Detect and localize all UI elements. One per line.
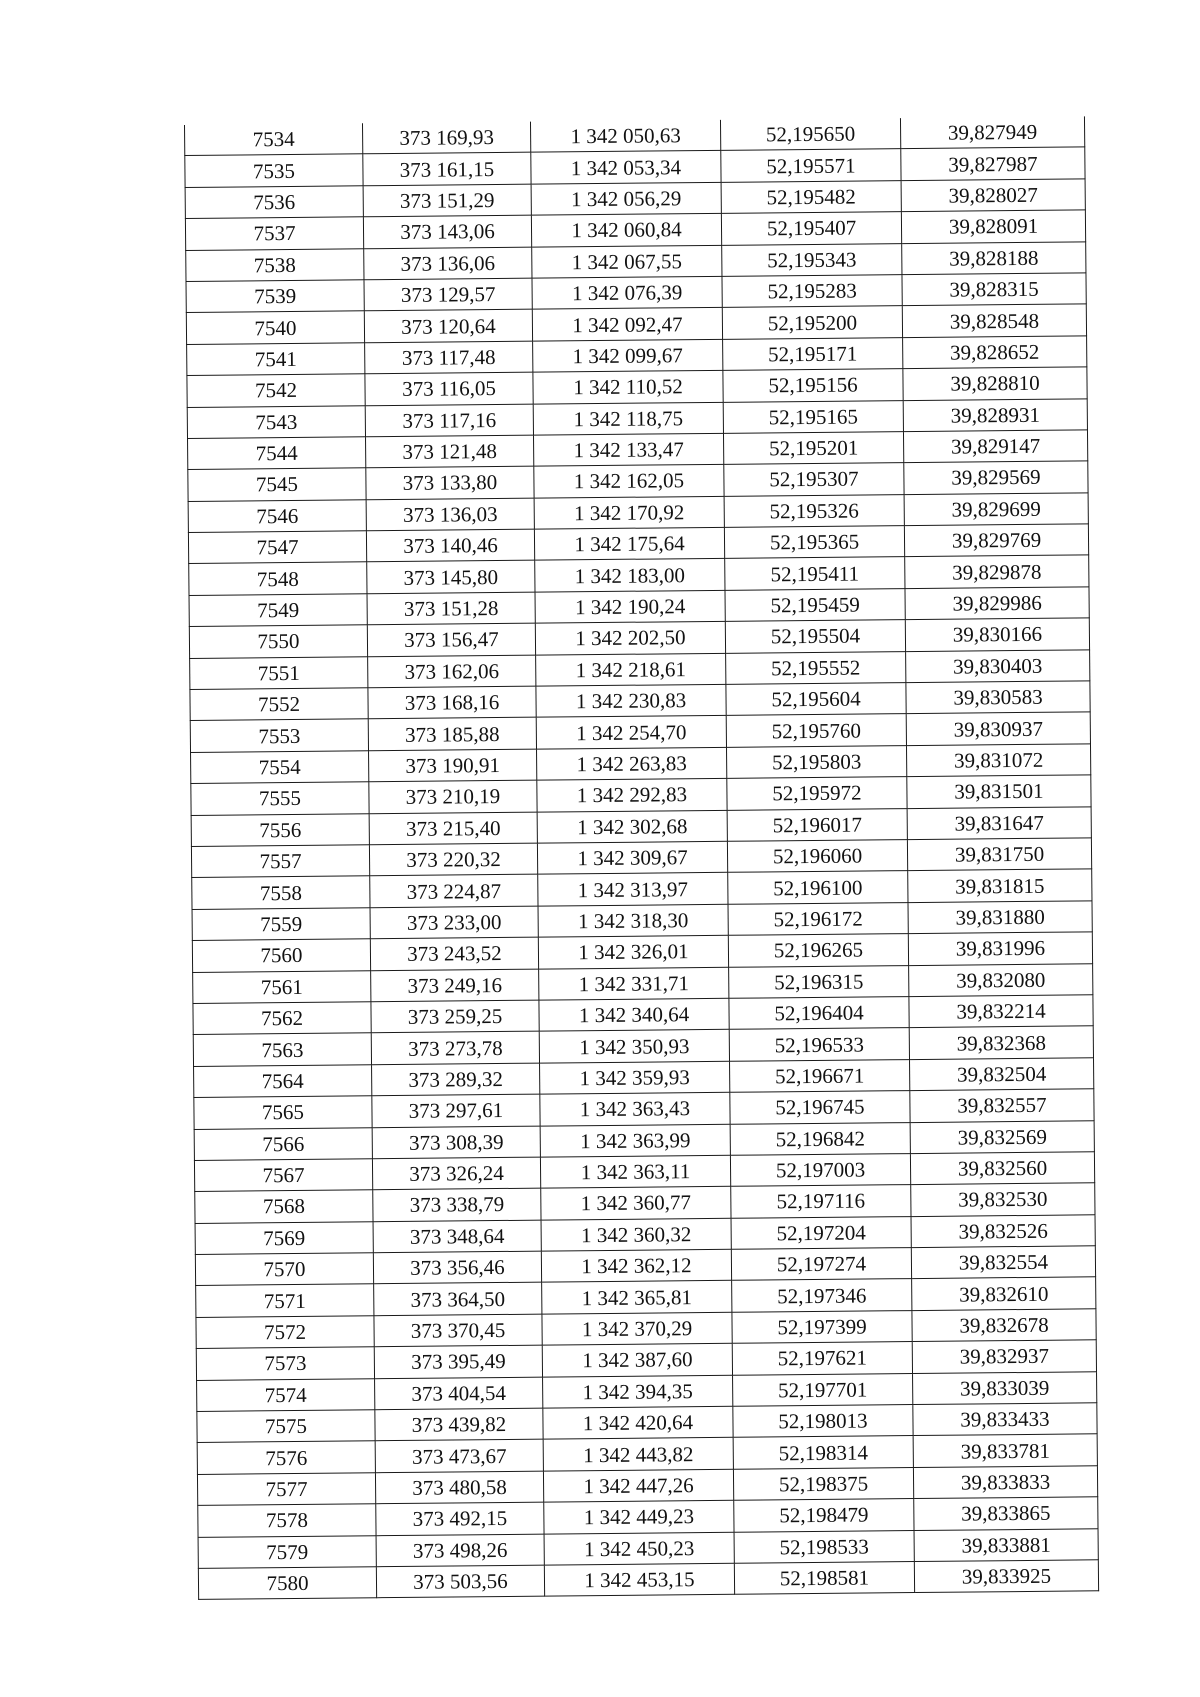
y-coordinate-cell: 1 342 162,05 [534, 465, 724, 498]
x-coordinate-cell: 373 338,79 [373, 1188, 541, 1221]
point-number-cell: 7574 [197, 1378, 375, 1411]
longitude-cell: 39,831996 [908, 932, 1092, 965]
y-coordinate-cell: 1 342 365,81 [542, 1281, 732, 1314]
point-number-cell: 7562 [193, 1002, 371, 1035]
y-coordinate-cell: 1 342 309,67 [537, 841, 727, 874]
longitude-cell: 39,832610 [912, 1277, 1096, 1310]
longitude-cell: 39,831647 [907, 806, 1091, 839]
longitude-cell: 39,832937 [912, 1340, 1096, 1373]
x-coordinate-cell: 373 259,25 [371, 1000, 539, 1033]
x-coordinate-cell: 373 233,00 [370, 906, 538, 939]
x-coordinate-cell: 373 480,58 [375, 1471, 543, 1504]
point-number-cell: 7555 [191, 782, 369, 815]
y-coordinate-cell: 1 342 340,64 [539, 998, 729, 1031]
x-coordinate-cell: 373 364,50 [374, 1283, 542, 1316]
point-number-cell: 7563 [193, 1033, 371, 1066]
point-number-cell: 7539 [186, 280, 364, 313]
y-coordinate-cell: 1 342 387,60 [542, 1344, 732, 1377]
x-coordinate-cell: 373 215,40 [369, 812, 537, 845]
x-coordinate-cell: 373 121,48 [366, 435, 534, 468]
latitude-cell: 52,196100 [728, 871, 908, 904]
y-coordinate-cell: 1 342 370,29 [542, 1312, 732, 1345]
longitude-cell: 39,827987 [901, 147, 1085, 180]
point-number-cell: 7579 [198, 1535, 376, 1568]
x-coordinate-cell: 373 133,80 [366, 466, 534, 499]
longitude-cell: 39,831815 [908, 869, 1092, 902]
longitude-cell: 39,828315 [902, 273, 1086, 306]
latitude-cell: 52,197274 [731, 1248, 911, 1281]
y-coordinate-cell: 1 342 202,50 [535, 622, 725, 655]
latitude-cell: 52,195571 [721, 149, 901, 182]
y-coordinate-cell: 1 342 218,61 [536, 653, 726, 686]
latitude-cell: 52,197399 [732, 1310, 912, 1343]
point-number-cell: 7541 [187, 343, 365, 376]
longitude-cell: 39,828188 [902, 241, 1086, 274]
y-coordinate-cell: 1 342 331,71 [539, 967, 729, 1000]
x-coordinate-cell: 373 348,64 [373, 1220, 541, 1253]
y-coordinate-cell: 1 342 360,77 [541, 1187, 731, 1220]
longitude-cell: 39,830166 [905, 618, 1089, 651]
latitude-cell: 52,195156 [723, 369, 903, 402]
latitude-cell: 52,195343 [722, 243, 902, 276]
x-coordinate-cell: 373 190,91 [369, 749, 537, 782]
y-coordinate-cell: 1 342 060,84 [531, 214, 721, 247]
x-coordinate-cell: 373 136,06 [364, 247, 532, 280]
latitude-cell: 52,195760 [726, 714, 906, 747]
longitude-cell: 39,832678 [912, 1309, 1096, 1342]
y-coordinate-cell: 1 342 447,26 [543, 1469, 733, 1502]
latitude-cell: 52,195407 [721, 212, 901, 245]
x-coordinate-cell: 373 289,32 [372, 1063, 540, 1096]
point-number-cell: 7540 [186, 311, 364, 344]
longitude-cell: 39,832554 [911, 1246, 1095, 1279]
y-coordinate-cell: 1 342 362,12 [541, 1249, 731, 1282]
x-coordinate-cell: 373 249,16 [371, 969, 539, 1002]
x-coordinate-cell: 373 168,16 [368, 686, 536, 719]
longitude-cell: 39,828027 [901, 179, 1085, 212]
longitude-cell: 39,833925 [914, 1560, 1098, 1593]
latitude-cell: 52,198375 [733, 1467, 913, 1500]
latitude-cell: 52,195552 [726, 651, 906, 684]
point-number-cell: 7534 [184, 123, 362, 156]
point-number-cell: 7569 [195, 1221, 373, 1254]
x-coordinate-cell: 373 156,47 [367, 623, 535, 656]
x-coordinate-cell: 373 210,19 [369, 780, 537, 813]
y-coordinate-cell: 1 342 230,83 [536, 684, 726, 717]
longitude-cell: 39,829699 [904, 493, 1088, 526]
longitude-cell: 39,829878 [905, 555, 1089, 588]
longitude-cell: 39,829569 [904, 461, 1088, 494]
y-coordinate-cell: 1 342 313,97 [538, 873, 728, 906]
point-number-cell: 7550 [189, 625, 367, 658]
latitude-cell: 52,195326 [724, 494, 904, 527]
longitude-cell: 39,832526 [911, 1214, 1095, 1247]
longitude-cell: 39,832557 [910, 1089, 1094, 1122]
point-number-cell: 7545 [188, 468, 366, 501]
x-coordinate-cell: 373 162,06 [368, 655, 536, 688]
x-coordinate-cell: 373 503,56 [376, 1565, 544, 1598]
y-coordinate-cell: 1 342 183,00 [535, 559, 725, 592]
x-coordinate-cell: 373 117,48 [365, 341, 533, 374]
longitude-cell: 39,832530 [911, 1183, 1095, 1216]
longitude-cell: 39,828652 [903, 336, 1087, 369]
longitude-cell: 39,831501 [907, 775, 1091, 808]
point-number-cell: 7576 [197, 1441, 375, 1474]
y-coordinate-cell: 1 342 453,15 [544, 1563, 734, 1596]
latitude-cell: 52,198533 [734, 1530, 914, 1563]
latitude-cell: 52,197204 [731, 1216, 911, 1249]
point-number-cell: 7553 [190, 719, 368, 752]
longitude-cell: 39,831072 [906, 744, 1090, 777]
x-coordinate-cell: 373 370,45 [374, 1314, 542, 1347]
x-coordinate-cell: 373 136,03 [366, 498, 534, 531]
x-coordinate-cell: 373 143,06 [363, 215, 531, 248]
x-coordinate-cell: 373 473,67 [375, 1440, 543, 1473]
latitude-cell: 52,196265 [728, 934, 908, 967]
latitude-cell: 52,197116 [731, 1185, 911, 1218]
longitude-cell: 39,830583 [906, 681, 1090, 714]
point-number-cell: 7535 [185, 154, 363, 187]
longitude-cell: 39,830403 [906, 649, 1090, 682]
longitude-cell: 39,833039 [913, 1371, 1097, 1404]
y-coordinate-cell: 1 342 175,64 [534, 527, 724, 560]
longitude-cell: 39,832214 [909, 995, 1093, 1028]
point-number-cell: 7549 [189, 594, 367, 627]
point-number-cell: 7552 [190, 688, 368, 721]
x-coordinate-cell: 373 492,15 [376, 1502, 544, 1535]
y-coordinate-cell: 1 342 067,55 [532, 245, 722, 278]
y-coordinate-cell: 1 342 450,23 [544, 1532, 734, 1565]
x-coordinate-cell: 373 404,54 [375, 1377, 543, 1410]
point-number-cell: 7546 [188, 499, 366, 532]
longitude-cell: 39,832080 [909, 963, 1093, 996]
point-number-cell: 7577 [197, 1473, 375, 1506]
point-number-cell: 7572 [196, 1316, 374, 1349]
latitude-cell: 52,198581 [734, 1562, 914, 1595]
longitude-cell: 39,828548 [902, 304, 1086, 337]
point-number-cell: 7557 [191, 845, 369, 878]
point-number-cell: 7556 [191, 813, 369, 846]
y-coordinate-cell: 1 342 318,30 [538, 904, 728, 937]
x-coordinate-cell: 373 326,24 [372, 1157, 540, 1190]
latitude-cell: 52,198479 [734, 1499, 914, 1532]
x-coordinate-cell: 373 395,49 [374, 1345, 542, 1378]
point-number-cell: 7536 [185, 186, 363, 219]
latitude-cell: 52,197701 [733, 1373, 913, 1406]
point-number-cell: 7547 [188, 531, 366, 564]
latitude-cell: 52,196745 [730, 1091, 910, 1124]
x-coordinate-cell: 373 161,15 [363, 153, 531, 186]
y-coordinate-cell: 1 342 420,64 [543, 1406, 733, 1439]
point-number-cell: 7560 [192, 939, 370, 972]
y-coordinate-cell: 1 342 359,93 [540, 1061, 730, 1094]
latitude-cell: 52,195604 [726, 683, 906, 716]
latitude-cell: 52,196404 [729, 997, 909, 1030]
x-coordinate-cell: 373 498,26 [376, 1534, 544, 1567]
x-coordinate-cell: 373 145,80 [367, 561, 535, 594]
latitude-cell: 52,196315 [729, 965, 909, 998]
point-number-cell: 7568 [195, 1190, 373, 1223]
x-coordinate-cell: 373 273,78 [371, 1031, 539, 1064]
point-number-cell: 7551 [190, 656, 368, 689]
y-coordinate-cell: 1 342 263,83 [537, 747, 727, 780]
x-coordinate-cell: 373 243,52 [370, 937, 538, 970]
longitude-cell: 39,833433 [913, 1403, 1097, 1436]
y-coordinate-cell: 1 342 302,68 [537, 810, 727, 843]
latitude-cell: 52,195504 [725, 620, 905, 653]
y-coordinate-cell: 1 342 254,70 [536, 716, 726, 749]
y-coordinate-cell: 1 342 110,52 [533, 370, 723, 403]
point-number-cell: 7565 [194, 1096, 372, 1129]
latitude-cell: 52,197346 [732, 1279, 912, 1312]
point-number-cell: 7561 [193, 970, 371, 1003]
y-coordinate-cell: 1 342 363,11 [540, 1155, 730, 1188]
point-number-cell: 7542 [187, 374, 365, 407]
latitude-cell: 52,196060 [727, 840, 907, 873]
latitude-cell: 52,195482 [721, 180, 901, 213]
point-number-cell: 7567 [194, 1159, 372, 1192]
y-coordinate-cell: 1 342 394,35 [543, 1375, 733, 1408]
x-coordinate-cell: 373 129,57 [364, 278, 532, 311]
y-coordinate-cell: 1 342 326,01 [538, 935, 728, 968]
y-coordinate-cell: 1 342 363,99 [540, 1124, 730, 1157]
latitude-cell: 52,195171 [723, 337, 903, 370]
longitude-cell: 39,833833 [913, 1466, 1097, 1499]
point-number-cell: 7544 [188, 437, 366, 470]
y-coordinate-cell: 1 342 360,32 [541, 1218, 731, 1251]
latitude-cell: 52,195411 [725, 557, 905, 590]
y-coordinate-cell: 1 342 053,34 [531, 151, 721, 184]
point-number-cell: 7578 [198, 1504, 376, 1537]
latitude-cell: 52,195201 [723, 432, 903, 465]
point-number-cell: 7548 [189, 562, 367, 595]
coordinates-table [184, 116, 1099, 1600]
point-number-cell: 7570 [195, 1253, 373, 1286]
point-number-cell: 7543 [187, 405, 365, 438]
longitude-cell: 39,833881 [914, 1528, 1098, 1561]
point-number-cell: 7537 [185, 217, 363, 250]
longitude-cell: 39,828810 [903, 367, 1087, 400]
latitude-cell: 52,195307 [724, 463, 904, 496]
latitude-cell: 52,195200 [722, 306, 902, 339]
latitude-cell: 52,198013 [733, 1405, 913, 1438]
latitude-cell: 52,195365 [724, 526, 904, 559]
latitude-cell: 52,195803 [726, 745, 906, 778]
latitude-cell: 52,196671 [730, 1059, 910, 1092]
x-coordinate-cell: 373 116,05 [365, 372, 533, 405]
longitude-cell: 39,832368 [909, 1026, 1093, 1059]
point-number-cell: 7580 [198, 1567, 376, 1600]
y-coordinate-cell: 1 342 099,67 [533, 339, 723, 372]
coordinates-table-body [184, 116, 1098, 1599]
latitude-cell: 52,196017 [727, 808, 907, 841]
point-number-cell: 7573 [196, 1347, 374, 1380]
longitude-cell: 39,831880 [908, 901, 1092, 934]
x-coordinate-cell: 373 117,16 [365, 404, 533, 437]
point-number-cell: 7558 [192, 876, 370, 909]
longitude-cell: 39,829147 [903, 430, 1087, 463]
longitude-cell: 39,829986 [905, 587, 1089, 620]
y-coordinate-cell: 1 342 190,24 [535, 590, 725, 623]
latitude-cell: 52,195165 [723, 400, 903, 433]
y-coordinate-cell: 1 342 170,92 [534, 496, 724, 529]
longitude-cell: 39,833865 [914, 1497, 1098, 1530]
x-coordinate-cell: 373 185,88 [368, 718, 536, 751]
y-coordinate-cell: 1 342 076,39 [532, 276, 722, 309]
longitude-cell: 39,833781 [913, 1434, 1097, 1467]
y-coordinate-cell: 1 342 133,47 [533, 433, 723, 466]
point-number-cell: 7554 [191, 751, 369, 784]
y-coordinate-cell: 1 342 449,23 [544, 1500, 734, 1533]
latitude-cell: 52,198314 [733, 1436, 913, 1469]
longitude-cell: 39,832504 [910, 1058, 1094, 1091]
x-coordinate-cell: 373 297,61 [372, 1094, 540, 1127]
point-number-cell: 7566 [194, 1127, 372, 1160]
y-coordinate-cell: 1 342 092,47 [532, 308, 722, 341]
y-coordinate-cell: 1 342 363,43 [540, 1092, 730, 1125]
latitude-cell: 52,195650 [720, 118, 900, 151]
latitude-cell: 52,197003 [730, 1153, 910, 1186]
latitude-cell: 52,195972 [727, 777, 907, 810]
longitude-cell: 39,832569 [910, 1120, 1094, 1153]
y-coordinate-cell: 1 342 118,75 [533, 402, 723, 435]
y-coordinate-cell: 1 342 350,93 [539, 1030, 729, 1063]
point-number-cell: 7538 [186, 248, 364, 281]
point-number-cell: 7559 [192, 908, 370, 941]
point-number-cell: 7575 [197, 1410, 375, 1443]
longitude-cell: 39,828931 [903, 398, 1087, 431]
longitude-cell: 39,830937 [906, 712, 1090, 745]
longitude-cell: 39,832560 [910, 1152, 1094, 1185]
latitude-cell: 52,197621 [732, 1342, 912, 1375]
longitude-cell: 39,828091 [901, 210, 1085, 243]
longitude-cell: 39,831750 [907, 838, 1091, 871]
point-number-cell: 7564 [194, 1064, 372, 1097]
x-coordinate-cell: 373 151,29 [363, 184, 531, 217]
latitude-cell: 52,196533 [729, 1028, 909, 1061]
x-coordinate-cell: 373 220,32 [369, 843, 537, 876]
latitude-cell: 52,196842 [730, 1122, 910, 1155]
longitude-cell: 39,827949 [900, 116, 1084, 149]
y-coordinate-cell: 1 342 050,63 [530, 120, 720, 153]
x-coordinate-cell: 373 356,46 [373, 1251, 541, 1284]
x-coordinate-cell: 373 439,82 [375, 1408, 543, 1441]
x-coordinate-cell: 373 308,39 [372, 1126, 540, 1159]
x-coordinate-cell: 373 151,28 [367, 592, 535, 625]
longitude-cell: 39,829769 [904, 524, 1088, 557]
latitude-cell: 52,196172 [728, 902, 908, 935]
y-coordinate-cell: 1 342 056,29 [531, 182, 721, 215]
x-coordinate-cell: 373 224,87 [370, 875, 538, 908]
point-number-cell: 7571 [196, 1284, 374, 1317]
x-coordinate-cell: 373 140,46 [366, 529, 534, 562]
x-coordinate-cell: 373 169,93 [362, 122, 530, 155]
latitude-cell: 52,195283 [722, 275, 902, 308]
x-coordinate-cell: 373 120,64 [364, 310, 532, 343]
y-coordinate-cell: 1 342 292,83 [537, 779, 727, 812]
y-coordinate-cell: 1 342 443,82 [543, 1438, 733, 1471]
latitude-cell: 52,195459 [725, 588, 905, 621]
